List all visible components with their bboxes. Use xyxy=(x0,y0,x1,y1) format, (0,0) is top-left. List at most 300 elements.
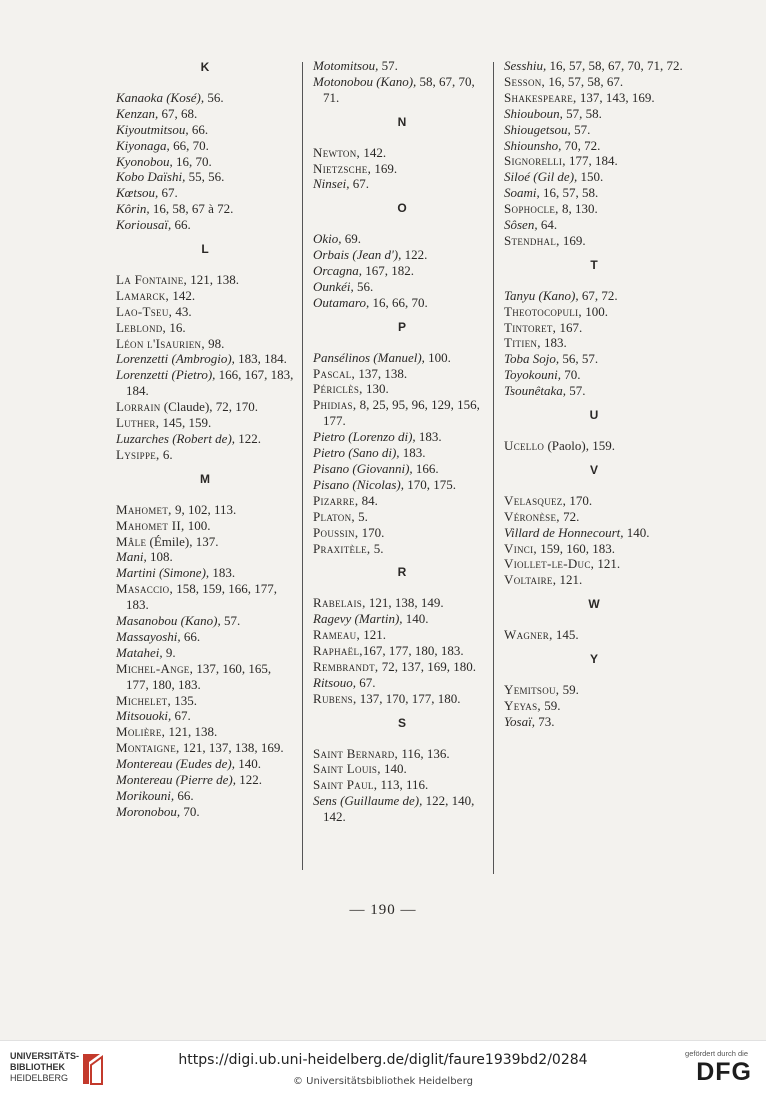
index-entry xyxy=(116,581,294,613)
entry-pages: 121. xyxy=(556,572,583,588)
entry-name: Outamaro, xyxy=(313,294,370,310)
entry-name: Pascal, xyxy=(313,365,356,381)
entry-name: Mâle xyxy=(116,533,147,549)
index-entry xyxy=(116,708,294,724)
index-entry xyxy=(313,477,491,493)
entry-pages: 137, 170, 177, 180. xyxy=(356,690,461,706)
index-entry xyxy=(313,746,491,762)
entry-name: Pansélinos (Manuel), xyxy=(313,349,425,365)
entry-pages: 140. xyxy=(402,611,429,627)
index-entry xyxy=(313,295,491,311)
entry-pages: 59. xyxy=(540,697,561,713)
index-entry xyxy=(504,233,684,249)
entry-pages: 16, 70. xyxy=(172,153,212,169)
entry-pages: 122. xyxy=(235,772,262,788)
entry-pages: 57. xyxy=(566,383,586,399)
entry-name: Velasquez, xyxy=(504,492,567,508)
entry-pages: 70. xyxy=(560,367,581,383)
entry-pages: 100. xyxy=(184,517,211,533)
index-entry xyxy=(313,525,491,541)
entry-name: Rembrandt, xyxy=(313,658,379,674)
entry-pages: 9. xyxy=(162,644,176,660)
entry-pages: 183. xyxy=(540,335,567,351)
section-letter: Y xyxy=(589,652,598,667)
entry-pages: 70. xyxy=(180,803,200,819)
entry-name: Saint Paul, xyxy=(313,777,378,793)
entry-name: Luzarches (Robert de), xyxy=(116,431,236,446)
entry-pages: (Émile), 137. xyxy=(146,533,219,549)
entry-pages: 67. xyxy=(158,185,178,201)
index-entry xyxy=(504,351,684,367)
page-number: — 190 — xyxy=(349,902,417,918)
entry-name: Sesson, xyxy=(504,73,546,89)
index-entry xyxy=(116,724,294,740)
entry-name: Stendhal, xyxy=(504,232,560,248)
entry-name: Ounkéi, xyxy=(313,278,354,294)
index-entry xyxy=(116,693,294,709)
library-logo-line: HEIDELBERG xyxy=(10,1073,69,1083)
entry-name: Ucello xyxy=(504,438,545,453)
index-entry xyxy=(313,74,491,106)
entry-pages: 130. xyxy=(362,381,389,397)
entry-name: Léon l'Isaurien, xyxy=(116,335,205,351)
index-entry xyxy=(504,525,684,541)
entry-name: Ritsouo, xyxy=(313,674,356,690)
entry-pages: 66, 70. xyxy=(169,137,209,153)
entry-pages: 5. xyxy=(354,508,368,524)
entry-name: Voltaire, xyxy=(504,572,557,588)
index-entry xyxy=(116,185,294,201)
section-letter: V xyxy=(589,462,598,477)
entry-name: Tsounêtaka, xyxy=(504,383,566,399)
index-entry xyxy=(116,804,294,820)
entry-pages: 122. xyxy=(235,431,262,446)
entry-pages: 135. xyxy=(171,692,197,708)
index-entry xyxy=(504,138,684,154)
entry-pages: 140. xyxy=(235,756,262,772)
index-entry xyxy=(504,556,684,572)
index-entry xyxy=(116,122,294,138)
index-entry xyxy=(504,367,684,383)
index-entry xyxy=(313,161,491,177)
index-entry xyxy=(116,106,294,122)
section-letter: O xyxy=(397,201,407,216)
index-entry xyxy=(313,793,491,825)
section-letter: P xyxy=(397,319,406,334)
index-entry xyxy=(116,629,294,645)
entry-pages: 66. xyxy=(180,628,201,644)
index-entry xyxy=(504,493,684,509)
entry-pages: 167, 177, 180, 183. xyxy=(362,643,464,659)
index-entry xyxy=(504,509,684,525)
section-letter: M xyxy=(200,471,210,486)
entry-pages: 137, 160, 165, 177, 180, 183. xyxy=(126,660,272,692)
index-entry xyxy=(116,518,294,534)
entry-pages: 72, 137, 169, 180. xyxy=(378,658,476,674)
entry-name: Rameau, xyxy=(313,627,361,643)
entry-pages: 121, 138. xyxy=(187,271,240,287)
entry-pages: 66. xyxy=(171,217,191,233)
index-entry xyxy=(504,627,684,643)
entry-name: Shiounsho, xyxy=(504,137,562,153)
entry-pages: 150. xyxy=(577,169,604,185)
section-letter: T xyxy=(590,257,598,272)
index-entry xyxy=(116,415,294,431)
entry-name: Mani, xyxy=(116,549,147,565)
entry-name: Wagner, xyxy=(504,627,553,643)
index-entry xyxy=(504,106,684,122)
index-entry xyxy=(313,761,491,777)
entry-name: Pietro (Lorenzo di), xyxy=(313,429,416,445)
index-entry xyxy=(116,154,294,170)
index-entry xyxy=(504,304,684,320)
entry-pages: 16, 66, 70. xyxy=(369,294,428,310)
entry-name: Poussin, xyxy=(313,524,359,540)
entry-name: Pisano (Nicolas), xyxy=(313,476,404,492)
entry-pages: 56. xyxy=(353,278,374,294)
entry-pages: 56. xyxy=(204,89,224,105)
index-entry xyxy=(504,320,684,336)
entry-name: Rabelais, xyxy=(313,595,366,611)
entry-name: Périclès, xyxy=(313,381,363,397)
index-entry xyxy=(504,383,684,399)
entry-name: La Fontaine, xyxy=(116,271,188,287)
index-entry xyxy=(504,698,684,714)
entry-pages: 121, 138, 149. xyxy=(365,595,444,611)
entry-name: Sophocle, xyxy=(504,201,559,217)
index-entry xyxy=(116,740,294,756)
entry-pages: (Claude), 72, 170. xyxy=(160,399,259,415)
entry-name: Viollet-le-Duc, xyxy=(504,556,595,572)
entry-pages: 167, 182. xyxy=(362,263,414,279)
entry-pages: 121, 137, 138, 169. xyxy=(179,740,284,756)
entry-pages: 170. xyxy=(566,492,593,508)
entry-name: Morikouni, xyxy=(116,788,175,804)
entry-pages: 169. xyxy=(371,160,398,176)
entry-pages: 16, 57, 58. xyxy=(539,185,599,201)
entry-pages: 67. xyxy=(171,708,191,724)
entry-pages: 121, 138. xyxy=(165,724,218,740)
entry-name: Saint Bernard, xyxy=(313,745,399,761)
entry-pages: 183. xyxy=(415,429,442,445)
column-divider xyxy=(302,62,303,870)
entry-name: Kôrin, xyxy=(116,201,150,217)
entry-name: Orcagna, xyxy=(313,263,362,279)
index-entry xyxy=(116,272,294,288)
entry-pages: 73. xyxy=(534,713,555,729)
viewer-footer xyxy=(0,1040,766,1098)
entry-pages: 9, 102, 113. xyxy=(171,501,237,517)
entry-pages: 177, 184. xyxy=(565,153,618,169)
entry-pages: 170, 175. xyxy=(404,476,456,492)
entry-name: Motonobou (Kano), xyxy=(313,73,417,89)
index-entry xyxy=(116,502,294,518)
entry-pages: 16. xyxy=(166,319,186,335)
index-entry xyxy=(313,461,491,477)
entry-pages: 122. xyxy=(401,247,428,263)
copyright-notice: © Universitätsbibliothek Heidelberg xyxy=(292,1076,473,1087)
index-entry xyxy=(504,185,684,201)
index-column-1 xyxy=(116,58,294,820)
entry-pages: 145, 159. xyxy=(159,415,212,431)
entry-name: Rubens, xyxy=(313,690,357,706)
entry-name: Molière, xyxy=(116,724,166,740)
index-entry xyxy=(504,217,684,233)
entry-pages: 137, 138. xyxy=(355,365,408,381)
index-entry xyxy=(504,74,684,90)
entry-name: Signorelli, xyxy=(504,153,566,169)
index-entry xyxy=(313,397,491,429)
permalink-url[interactable]: https://digi.ub.uni-heidelberg.de/diglit/faure1939bd2/0284 xyxy=(178,1052,588,1068)
entry-pages: 6. xyxy=(159,446,173,462)
entry-name: Okio, xyxy=(313,231,342,247)
entry-name: Yemitsou, xyxy=(504,681,560,697)
entry-pages: 43. xyxy=(172,303,192,319)
index-entry xyxy=(313,366,491,382)
index-entry xyxy=(313,145,491,161)
entry-name: Lao-Tseu, xyxy=(116,303,173,319)
index-entry xyxy=(313,595,491,611)
entry-name: Sôsen, xyxy=(504,217,538,233)
entry-pages: 183. xyxy=(209,565,236,581)
index-entry xyxy=(116,288,294,304)
index-entry xyxy=(504,541,684,557)
index-entry xyxy=(313,429,491,445)
entry-name: Kiyoutmitsou, xyxy=(116,121,189,137)
entry-pages: 84. xyxy=(358,492,378,508)
entry-name: Phidias, xyxy=(313,397,357,413)
entry-name: Montereau (Eudes de), xyxy=(116,756,236,772)
entry-pages: 137, 143, 169. xyxy=(576,89,655,105)
entry-name: Lamarck, xyxy=(116,287,170,303)
entry-name: Pietro (Sano di), xyxy=(313,445,400,461)
index-entry xyxy=(313,541,491,557)
entry-pages: 158, 159, 166, 177, 183. xyxy=(126,581,278,613)
index-entry xyxy=(504,201,684,217)
index-entry xyxy=(116,399,294,415)
index-entry xyxy=(313,691,491,707)
entry-name: Titien, xyxy=(504,335,541,351)
entry-name: Sens (Guillaume de), xyxy=(313,793,423,809)
entry-name: Montereau (Pierre de), xyxy=(116,772,236,788)
entry-pages: 57. xyxy=(378,58,398,73)
index-entry xyxy=(504,335,684,351)
entry-name: Toyokouni, xyxy=(504,367,561,383)
entry-pages: 67, 68. xyxy=(158,105,198,121)
index-entry xyxy=(313,247,491,263)
entry-name: Tintoret, xyxy=(504,319,557,335)
entry-pages: 183, 184. xyxy=(234,351,287,367)
index-entry xyxy=(116,645,294,661)
entry-pages: 8, 130. xyxy=(558,201,598,217)
entry-name: Montaigne, xyxy=(116,740,180,756)
entry-name: Mahomet II, xyxy=(116,517,185,533)
entry-name: Kenzan, xyxy=(116,105,159,121)
entry-name: Masaccio, xyxy=(116,581,174,597)
index-entry xyxy=(116,90,294,106)
entry-name: Lorenzetti (Ambrogio), xyxy=(116,351,235,367)
library-logo-line: BIBLIOTHEK xyxy=(10,1062,65,1072)
entry-name: Sesshiu, xyxy=(504,58,547,73)
entry-name: Michel-Ange, xyxy=(116,660,194,676)
entry-name: Soami, xyxy=(504,185,540,201)
entry-name: Koriousaï, xyxy=(116,217,172,233)
entry-pages: 67. xyxy=(349,176,369,192)
entry-pages: 67. xyxy=(355,674,376,690)
entry-name: Kanaoka (Kosé), xyxy=(116,89,205,105)
index-entry xyxy=(116,431,294,447)
entry-name: Shiougetsou, xyxy=(504,121,571,137)
entry-name: Yeyas, xyxy=(504,697,541,713)
section-letter: L xyxy=(201,242,209,257)
index-entry xyxy=(504,682,684,698)
entry-name: Tanyu (Kano), xyxy=(504,287,579,303)
index-entry xyxy=(116,549,294,565)
entry-pages: 145. xyxy=(552,627,579,643)
index-entry xyxy=(116,534,294,550)
index-entry xyxy=(504,288,684,304)
entry-name: Platon, xyxy=(313,508,355,524)
entry-name: Lorrain xyxy=(116,399,161,415)
entry-pages: 57. xyxy=(220,613,241,629)
index-entry xyxy=(313,279,491,295)
entry-pages: 142. xyxy=(360,144,387,160)
entry-name: Kiyonaga, xyxy=(116,137,170,153)
entry-name: Lorenzetti (Pietro), xyxy=(116,367,216,383)
index-column-3 xyxy=(504,58,684,730)
index-entry xyxy=(504,714,684,730)
entry-name: Ragevy (Martin), xyxy=(313,611,403,627)
entry-pages: 64. xyxy=(537,217,558,233)
entry-name: Véronèse, xyxy=(504,508,560,524)
entry-pages: 169. xyxy=(559,232,586,248)
entry-pages: 108. xyxy=(146,549,173,565)
index-entry xyxy=(116,336,294,352)
index-entry xyxy=(116,351,294,367)
entry-name: Villard de Honnecourt, xyxy=(504,524,624,540)
entry-name: Pisano (Giovanni), xyxy=(313,460,413,476)
index-entry xyxy=(116,304,294,320)
entry-name: Leblond, xyxy=(116,319,167,335)
index-entry xyxy=(313,493,491,509)
entry-name: Pizarre, xyxy=(313,492,359,508)
entry-pages: 59. xyxy=(559,681,579,697)
index-entry xyxy=(313,381,491,397)
index-entry xyxy=(116,138,294,154)
funded-by-label: gefördert durch die xyxy=(685,1049,748,1058)
index-entry xyxy=(313,509,491,525)
index-entry xyxy=(504,438,684,454)
index-entry xyxy=(116,565,294,581)
entry-pages: 16, 57, 58, 67. xyxy=(545,73,624,89)
index-entry xyxy=(116,661,294,693)
entry-pages: 140. xyxy=(380,761,407,777)
index-entry xyxy=(116,201,294,217)
entry-pages: 66. xyxy=(174,788,194,804)
entry-pages: 57, 58. xyxy=(562,105,602,121)
entry-pages: 121. xyxy=(594,556,621,572)
entry-pages: 57. xyxy=(570,121,591,137)
index-entry xyxy=(504,153,684,169)
index-entry xyxy=(313,176,491,192)
index-entry xyxy=(504,572,684,588)
entry-name: Shakespeare, xyxy=(504,89,577,105)
index-entry xyxy=(313,263,491,279)
entry-pages: 72. xyxy=(559,508,580,524)
index-entry xyxy=(116,772,294,788)
entry-pages: 159, 160, 183. xyxy=(536,540,615,556)
entry-pages: 8, 25, 95, 96, 129, 156, 177. xyxy=(323,397,480,429)
entry-name: Shiouboun, xyxy=(504,105,563,121)
index-entry xyxy=(313,675,491,691)
entry-name: Nietzsche, xyxy=(313,160,372,176)
index-entry xyxy=(504,58,684,74)
entry-name: Praxitèle, xyxy=(313,540,371,556)
entry-pages: 122, 140, 142. xyxy=(323,793,475,825)
entry-name: Luther, xyxy=(116,415,160,431)
entry-pages: 116, 136. xyxy=(398,745,450,761)
index-entry xyxy=(313,350,491,366)
index-entry xyxy=(313,627,491,643)
entry-name: Michelet, xyxy=(116,692,171,708)
entry-name: Moronobou, xyxy=(116,803,181,819)
entry-name: Kyonobou, xyxy=(116,153,173,169)
entry-name: Matahei, xyxy=(116,644,163,660)
entry-pages: 100. xyxy=(581,303,608,319)
index-entry xyxy=(504,90,684,106)
index-entry xyxy=(313,611,491,627)
index-entry xyxy=(116,169,294,185)
entry-pages: 58, 67, 70, 71. xyxy=(323,73,475,105)
entry-name: Theotocopuli, xyxy=(504,303,582,319)
index-column-2 xyxy=(313,58,491,825)
section-letter: U xyxy=(589,408,599,423)
entry-name: Vinci, xyxy=(504,540,537,556)
entry-name: Mahomet, xyxy=(116,501,172,517)
entry-pages: 121. xyxy=(360,627,387,643)
section-letter: W xyxy=(588,597,600,612)
entry-name: Newton, xyxy=(313,144,361,160)
section-letter: N xyxy=(397,114,407,129)
entry-pages: 170. xyxy=(358,524,385,540)
library-logo-line: UNIVERSITÄTS- xyxy=(10,1051,80,1061)
entry-name: Massayoshi, xyxy=(116,628,181,644)
entry-name: Ninsei, xyxy=(313,176,350,192)
entry-name: Lysippe, xyxy=(116,446,160,462)
index-entry xyxy=(116,613,294,629)
index-entry xyxy=(116,217,294,233)
index-entry xyxy=(313,445,491,461)
index-entry xyxy=(313,231,491,247)
entry-pages: 113, 116. xyxy=(377,777,429,793)
entry-pages: 100. xyxy=(424,349,451,365)
index-entry xyxy=(313,58,491,74)
entry-pages: 56, 57. xyxy=(559,351,599,367)
entry-name: Raphaël, xyxy=(313,643,363,659)
column-divider xyxy=(493,62,494,874)
entry-pages: 70, 72. xyxy=(561,137,601,153)
entry-pages: 183. xyxy=(399,445,426,461)
entry-name: Masanobou (Kano), xyxy=(116,613,221,629)
entry-pages: 166, 167, 183, 184. xyxy=(126,367,294,399)
entry-pages: 66. xyxy=(188,121,209,137)
section-letter: S xyxy=(397,715,406,730)
entry-name: Yosaï, xyxy=(504,713,535,729)
index-entry xyxy=(116,788,294,804)
entry-pages: (Paolo), 159. xyxy=(544,438,615,453)
index-entry xyxy=(116,367,294,399)
entry-name: Motomitsou, xyxy=(313,58,379,73)
